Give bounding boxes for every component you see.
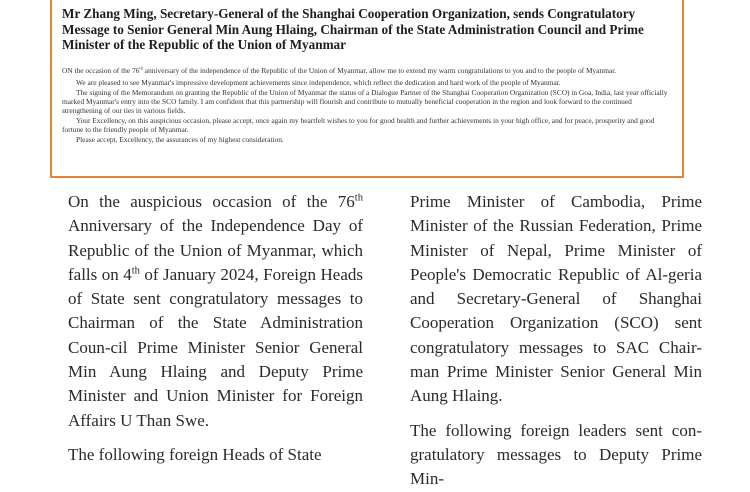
message-closing: Please accept, Excellency, the assurances of my highest consideration.	[76, 134, 284, 144]
congratulatory-message-box	[50, 0, 684, 178]
article-paragraph: On the auspicious occasion of the 76th Anniversary of the Independence Day of Republic of the Union of Myanmar, which falls on 4th of January 2024, Foreign Heads of State sent congratulatory messages to Chairman of the State Administration Coun-cil Prime Minister Senior General Min Aung Hlaing and Deputy Prime Minister and Union Minister for Foreign Affairs U Than Swe.	[68, 192, 364, 430]
message-paragraph: ON the occasion of the 76th anniversary of the independence of the Republic of the Union of Myanmar, allow me to extend my warm congratulations to you and to the people of Myanmar.	[62, 65, 617, 75]
message-headline: Mr Zhang Ming, Secretary-General of the Shanghai Cooperation Organization, sends Congratulatory Message to Senior General Min Aung Hlaing, Chairman of the State Administration Council and Prime Minister of the Republic of the Union of Myanmar	[62, 6, 644, 53]
article-paragraph: The following foreign Heads of State	[68, 444, 322, 464]
article-paragraph: The following foreign leaders sent con-gratulatory messages to Deputy Prime Min-	[410, 420, 702, 489]
message-paragraph: Your Excellency, on this auspicious occasion, please accept, once again my heartfelt wishes to you for good health and further achievements in your high office, and for peace, prosperity and good fortune to the friendly people of Myanmar.	[62, 115, 655, 135]
article-paragraph: Prime Minister of Cambodia, Prime Minister of the Russian Federation, Prime Minister of Nepal, Prime Minister of People's Democratic Republic of Al-geria and Secretary-General of Shanghai Cooperation Organization (SCO) sent congratulatory messages to SAC Chair-man Prime Minister Senior General Min Aung Hlaing.	[410, 192, 703, 406]
message-paragraph: The signing of the Memorandum on granting the Republic of the Union of Myanmar the status of a Dialogue Partner of the Shanghai Cooperation Organization (SCO) in Goa, India, last year officially marked Myanmar's entry into the SCO family. I am confident that this partnership will flourish and contribute to mutually beneficial cooperation in the region and look forward to the continued strengthening of our ties in various fields.	[62, 87, 668, 116]
message-paragraph: We are pleased to see Myanmar's impressive development achievements since independence, which reflect the dedication and hard work of the people of Myanmar.	[76, 78, 561, 88]
message-body	[62, 66, 672, 144]
article-column-left	[68, 190, 363, 467]
article-column-right	[410, 190, 702, 492]
